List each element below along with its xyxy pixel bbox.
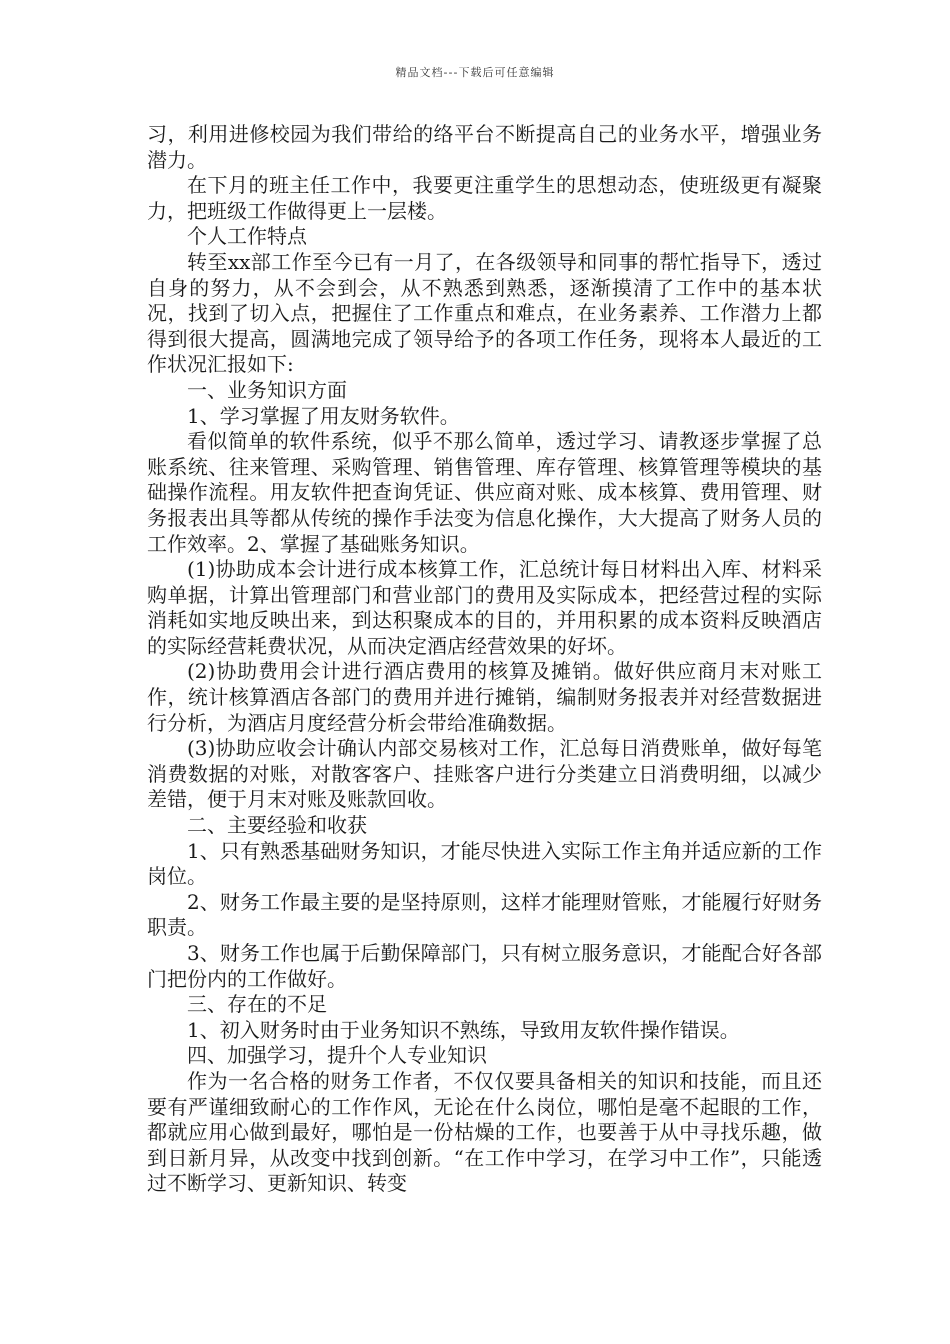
paragraph: 转至xx部工作至今已有一月了，在各级领导和同事的帮忙指导下，透过自身的努力，从不会到会，从不熟悉到熟悉，逐渐摸清了工作中的基本状况，找到了切入点，把握住了工作重点和难点，在业务素养、工作潜力上都得到很大提高，圆满地完成了领导给予的各项工作任务，现将本人最近的工作状况汇报如下: [147,249,822,377]
section-heading: 二、主要经验和收获 [187,813,367,838]
paragraph: 作为一名合格的财务工作者，不仅仅要具备相关的知识和技能，而且还要有严谨细致耐心的工作作风，无论在什么岗位，哪怕是毫不起眼的工作，都就应用心做到最好，哪怕是一份枯燥的工作，也要善于从中寻找乐趣，做到日新月异，从改变中找到创新。“在工作中学习，在学习中工作”，只能透过不断学习、更新知识、转变 [147,1068,822,1196]
list-item: 1、只有熟悉基础财务知识，才能尽快进入实际工作主角并适应新的工作岗位。 [147,838,822,889]
list-item: 2、财务工作最主要的是坚持原则，这样才能理财管账，才能履行好财务职责。 [147,889,822,940]
list-item: 1、初入财务时由于业务知识不熟练，导致用友软件操作错误。 [187,1017,740,1042]
page-header: 精品文档---下载后可任意编辑 [395,66,555,79]
section-heading: 三、存在的不足 [187,992,327,1017]
list-item: (2)协助费用会计进行酒店费用的核算及摊销。做好供应商月末对账工作，统计核算酒店各部门的费用并进行摊销，编制财务报表并对经营数据进行分析，为酒店月度经营分析会带给准确数据。 [147,659,822,735]
section-heading: 一、业务知识方面 [187,377,347,402]
paragraph: 看似简单的软件系统，似乎不那么简单，透过学习、请教逐步掌握了总账系统、往来管理、采购管理、销售管理、库存管理、核算管理等模块的基础操作流程。用友软件把查询凭证、供应商对账、成本核算、费用管理、财务报表出具等都从传统的操作手法变为信息化操作，大大提高了财务人员的工作效率。2、掌握了基础账务知识。 [147,429,822,556]
list-item: 3、财务工作也属于后勤保障部门，只有树立服务意识，才能配合好各部门把份内的工作做好。 [147,941,822,991]
document-body [147,122,822,1197]
paragraph: 在下月的班主任工作中，我要更注重学生的思想动态，使班级更有凝聚力，把班级工作做得更上一层楼。 [147,173,822,223]
list-item: (3)协助应收会计确认内部交易核对工作，汇总每日消费账单，做好每笔消费数据的对账，对散客客户、挂账客户进行分类建立日消费明细，以减少差错，便于月末对账及账款回收。 [147,736,822,812]
list-item: (1)协助成本会计进行成本核算工作，汇总统计每日材料出入库、材料采购单据，计算出管理部门和营业部门的费用及实际成本，把经营过程的实际消耗如实地反映出来，到达积聚成本的目的，并用积累的成本资料反映酒店的实际经营耗费状况，从而决定酒店经营效果的好坏。 [147,557,822,658]
list-item: 1、学习掌握了用友财务软件。 [187,403,460,428]
paragraph: 习，利用进修校园为我们带给的络平台不断提高自己的业务水平，增强业务潜力。 [147,122,822,172]
section-heading: 四、加强学习，提升个人专业知识 [187,1043,487,1068]
section-title: 个人工作特点 [187,224,307,249]
